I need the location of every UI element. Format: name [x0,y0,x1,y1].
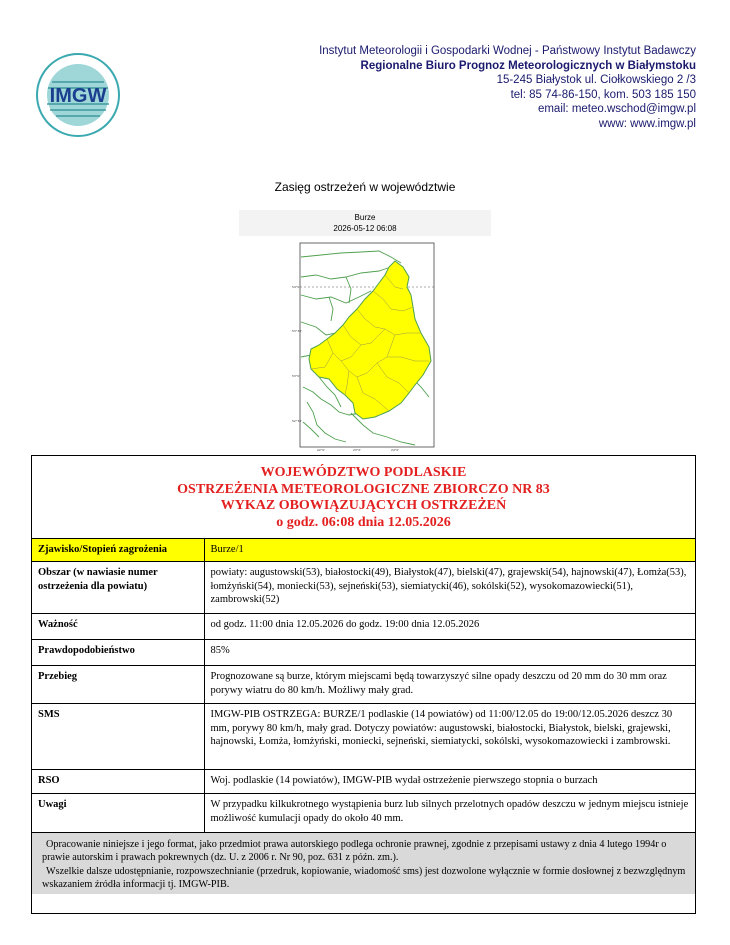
institute-header [319,44,696,132]
row-value: 85% [204,640,695,666]
phone: tel: 85 74-86-150, kom. 503 185 150 [510,88,696,101]
row-key: Ważność [32,614,204,640]
map-title: Zasięg ostrzeżeń w województwie [274,180,456,194]
website: www: www.imgw.pl [598,117,696,130]
svg-text:53°30': 53°30' [292,329,302,333]
imgw-logo [32,52,124,138]
table-row [32,640,695,666]
copyright-footer [32,832,695,894]
warning-time: o godz. 06:08 dnia 12.05.2026 [276,514,451,530]
row-key: Prawdopodobieństwo [32,640,204,666]
table-row [32,539,695,562]
institute-name: Instytut Meteorologii i Gospodarki Wodnej - Państwowy Instytut Badawczy [319,45,696,57]
row-key: Przebieg [32,666,204,704]
distribution-note: Wszelkie dalsze udostępnianie, rozpowszechnianie (przedruk, kopiowanie, wiadomość sms) jest dozwolone wyłącznie w formie dosłownej z bezwzględnym wskazaniem źródła informacji tj. IMGW-PIB. [42,865,686,890]
warning-table [32,538,695,832]
row-value: od godz. 11:00 dnia 12.05.2026 do godz. 19:00 dnia 12.05.2026 [204,614,695,640]
address: 15-245 Białystok ul. Ciołkowskiego 2 /3 [496,74,696,87]
office-name: Regionalne Biuro Prognoz Meteorologicznych w Białymstoku [360,59,696,72]
svg-text:54°0': 54°0' [292,285,301,289]
warning-number: OSTRZEŻENIA METEOROLOGICZNE ZBIORCZO NR 83 [177,481,550,497]
row-key: SMS [32,704,204,770]
row-key: Uwagi [32,794,204,832]
svg-text:53°0': 53°0' [292,374,301,378]
warning-list-title: WYKAZ OBOWIĄZUJĄCYCH OSTRZEŻEŃ [220,498,507,513]
row-key: RSO [32,770,204,794]
warning-box [31,455,696,914]
row-value: IMGW-PIB OSTRZEGA: BURZE/1 podlaskie (14 powiatów) od 11:00/12.05 do 19:00/12.05.2026 deszcz 30 mm, porywy 80 km/h, mały grad. Dotyczy powiatów: augustowski, białostocki, Białystok, bielski, grajewski, hajnowski, Łomża, łomżyński, moniecki, sejneński, siemiatycki, sokólski, wysokomazowiecki i zambrowski. [204,704,695,770]
email: email: meteo.wschod@imgw.pl [537,103,696,116]
table-row [32,770,695,794]
table-row [32,794,695,832]
map-caption-date: 2026-05-12 06:08 [333,223,397,233]
svg-text:24°0': 24°0' [391,448,400,451]
row-value: Woj. podlaskie (14 powiatów), IMGW-PIB wydał ostrzeżenie pierwszego stopnia o burzach [204,770,695,794]
row-value: powiaty: augustowski(53), białostocki(49), Białystok(47), bielski(47), grajewski(54), hajnowski(47), Łomża(53), łomżyński(54), moniecki(53), sejneński(53), siemiatycki(46), sokólski(52), wysokomazowiecki(51), zambrowski(52) [204,562,695,614]
table-row [32,562,695,614]
table-row [32,614,695,640]
warning-header [32,456,695,538]
svg-text:23°0': 23°0' [353,448,362,451]
svg-text:22°0': 22°0' [317,448,326,451]
svg-text:52°30': 52°30' [292,419,302,423]
map-caption [239,210,491,236]
copyright-note: Opracowanie niniejsze i jego format, jako przedmiot prawa autorskiego podlega ochronie prawnej, zgodnie z przepisami ustawy z dnia 4 lutego 1994r o prawie autorskim i prawach pokrewnych (dz. U. z 2006 r. Nr 90, poz. 631 z późn. zm.). [42,838,667,863]
row-value: Burze/1 [204,539,695,562]
table-row [32,666,695,704]
row-key: Zjawisko/Stopień zagrożenia [32,539,204,562]
region-title: WOJEWÓDZTWO PODLASKIE [260,465,467,480]
row-value: Prognozowane są burze, którym miejscami będą towarzyszyć silne opady deszczu od 20 mm do 30 mm oraz porywy wiatru do 80 km/h. Możliwy mały grad. [204,666,695,704]
table-row [32,704,695,770]
row-value: W przypadku kilkukrotnego wystąpienia burz lub silnych przelotnych opadów deszczu w jednym miejscu istnieje możliwość kumulacji opady do około 40 mm. [204,794,695,832]
svg-text:IMGW: IMGW [49,85,107,107]
row-key: Obszar (w nawiasie numer ostrzeżenia dla powiatu) [32,562,204,614]
map-caption-type: Burze [354,213,376,222]
warning-map [291,237,439,451]
